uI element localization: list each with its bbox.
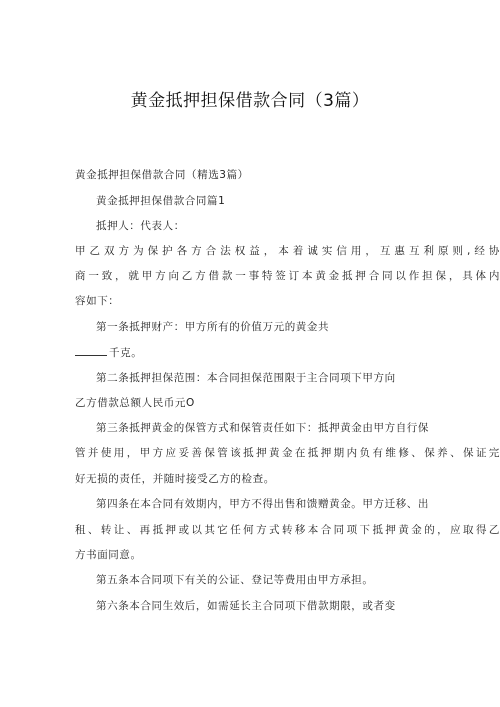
fill-in-blank	[75, 345, 107, 356]
paragraph-line: 管并使用，甲方应妥善保管该抵押黄金在抵押期内负有维修、保养、保证完	[75, 447, 500, 459]
paragraph-line: 甲乙双方为保护各方合法权益，本着诚实信用，互惠互利原则,经协	[75, 245, 500, 257]
section-heading: 黄金抵押担保借款合同篇1	[96, 195, 226, 207]
paragraph-line: 第三条抵押黄金的保管方式和保管责任如下：抵押黄金由甲方自行保	[96, 422, 429, 434]
document-subtitle: 黄金抵押担保借款合同（精选3篇）	[75, 169, 249, 181]
document-title: 黄金抵押担保借款合同（3篇）	[130, 91, 370, 111]
paragraph-line: 第一条抵押财产：甲方所有的价值万元的黄金共	[96, 321, 330, 333]
paragraph-line: 抵押人：代表人：	[96, 220, 185, 232]
paragraph-line: 方书面同意。	[75, 549, 142, 561]
paragraph-line: 第四条在本合同有效期内，甲方不得出售和馈赠黄金。甲方迁移、出	[96, 498, 429, 510]
paragraph-line: 第二条抵押担保范围：本合同担保范围限于主合同项下甲方向	[96, 372, 396, 384]
paragraph-line: 租、转让、再抵押或以其它任何方式转移本合同项下抵押黄金的，应取得乙	[75, 524, 500, 536]
paragraph-text: 千克。	[109, 347, 143, 359]
paragraph-line: 第六条本合同生效后，如需延长主合同项下借款期限，或者变	[96, 600, 396, 612]
paragraph-line: 第五条本合同项下有关的公证、登记等费用由甲方承担。	[96, 574, 374, 586]
paragraph-line: 乙方借款总额人民币元O	[75, 397, 195, 409]
paragraph-line: 好无损的责任，并随时接受乙方的检查。	[75, 473, 275, 485]
paragraph-line: 商一致，就甲方向乙方借款一事特签订本黄金抵押合同以作担保，具体内	[75, 270, 500, 282]
paragraph-line-with-blank	[75, 345, 142, 360]
paragraph-line: 容如下：	[75, 295, 120, 307]
